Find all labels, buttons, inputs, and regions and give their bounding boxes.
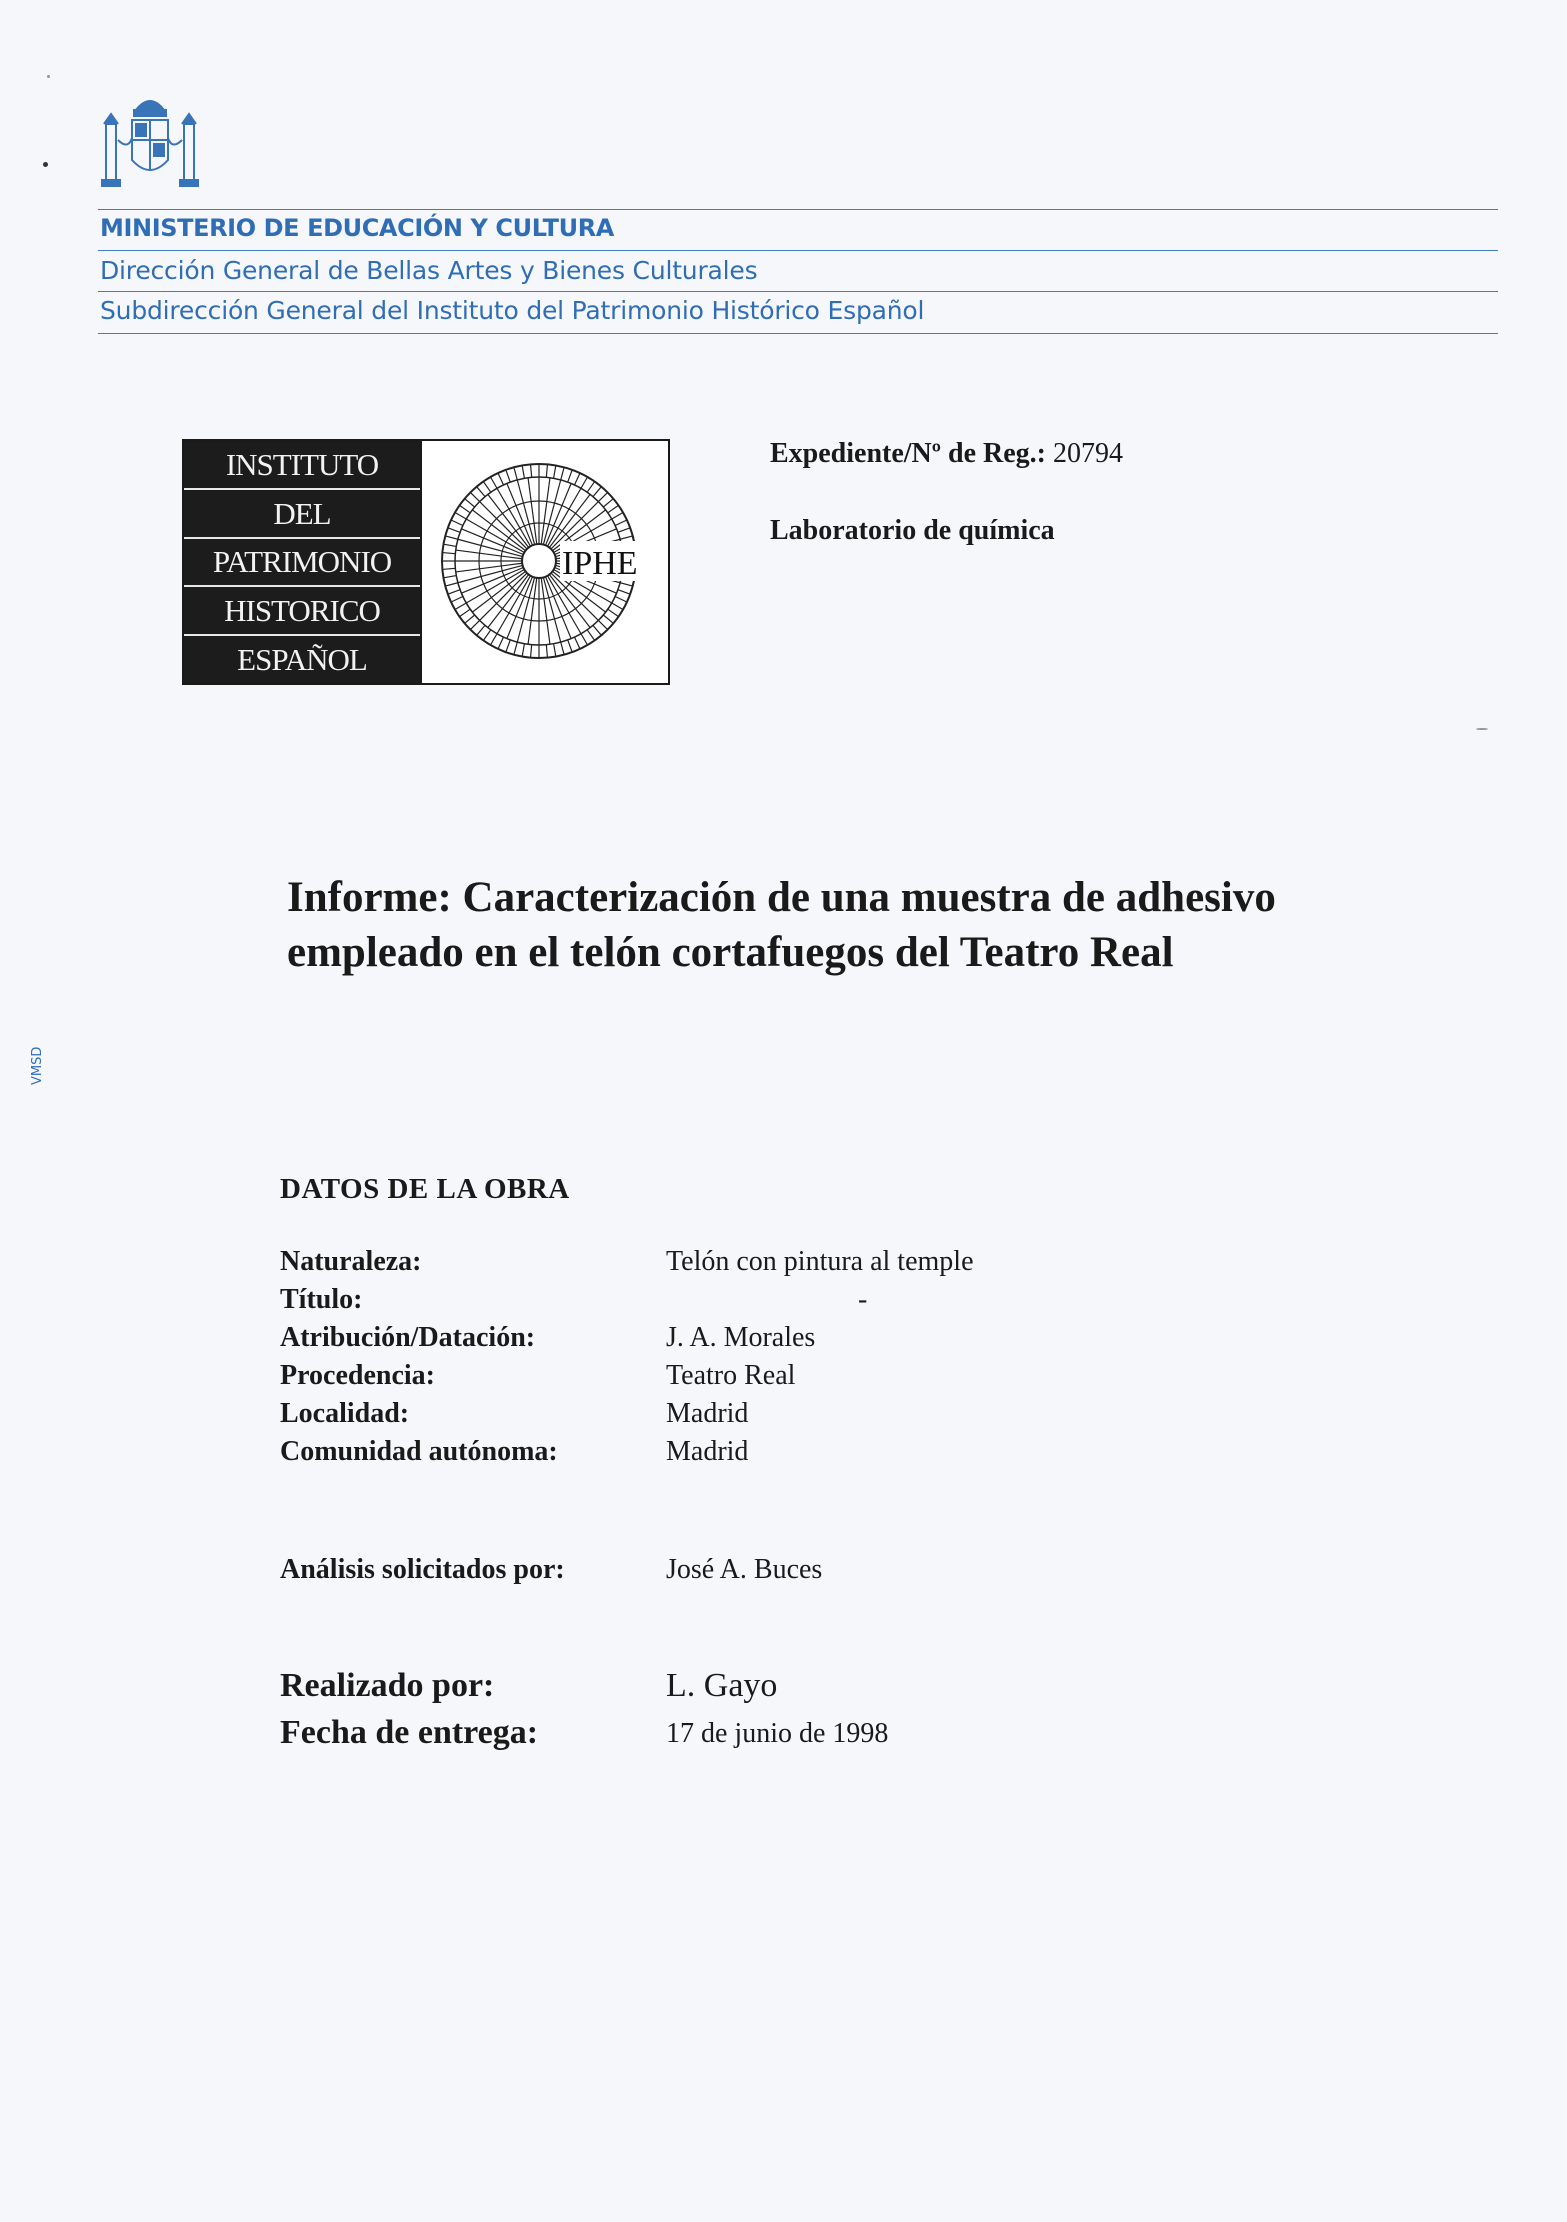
rosette-tick: [612, 513, 623, 520]
rosette-tick: [598, 620, 607, 629]
rosette-spoke: [480, 573, 527, 620]
field-value: -: [858, 1284, 868, 1315]
rosette-tick: [587, 482, 594, 493]
direction-name: Dirección General de Bellas Artes y Bienes Culturales: [100, 256, 758, 285]
record-line: [770, 438, 1123, 470]
rosette-tick: [498, 473, 503, 485]
rosette-tick: [442, 553, 455, 554]
logo-name-block: [184, 441, 420, 683]
rosette-tick: [554, 644, 556, 657]
rosette-tick: [470, 492, 479, 501]
rosette-tick: [561, 642, 564, 655]
rosette-tick: [491, 477, 498, 488]
rosette-tick: [442, 568, 455, 569]
rosette-tick: [608, 505, 619, 512]
header-rule: [98, 209, 1498, 210]
logo-mark: IPHE: [562, 545, 638, 582]
field-label: Procedencia:: [280, 1360, 435, 1391]
scan-speck: [1476, 728, 1488, 730]
rosette-tick: [593, 625, 601, 635]
rosette-tick: [448, 528, 460, 532]
delivery-value: 17 de junio de 1998: [666, 1718, 889, 1749]
rosette-tick: [445, 536, 458, 539]
field-label: Localidad:: [280, 1398, 410, 1429]
rosette-spoke: [548, 576, 582, 634]
record-label: Expediente/Nº de Reg.:: [770, 438, 1046, 469]
report-title: Informe: Caracterización de una muestra de adhesivo empleado en el telón cortafuegos del Teatro Real: [287, 874, 1276, 976]
logo-line: PATRIMONIO: [184, 539, 420, 588]
header-rule: [98, 291, 1498, 292]
coat-of-arms-icon: [98, 90, 202, 195]
rosette-spoke: [548, 488, 582, 546]
requested-label: Análisis solicitados por:: [280, 1554, 565, 1585]
rosette-tick: [581, 477, 588, 488]
rosette-tick: [620, 583, 633, 586]
rosette-icon: [422, 441, 668, 679]
rosette-tick: [608, 609, 619, 616]
rosette-tick: [554, 465, 556, 478]
rosette-tick: [618, 528, 630, 532]
rosette-spoke: [466, 570, 524, 604]
rosette-spoke: [466, 519, 524, 553]
field-label: Atribución/Datación:: [280, 1322, 536, 1353]
subdirection-name: Subdirección General del Instituto del Patrimonio Histórico Español: [100, 296, 925, 325]
rosette-tick: [522, 465, 524, 478]
rosette-tick: [470, 620, 479, 629]
rosette-tick: [443, 576, 456, 578]
rosette-tick: [546, 464, 547, 477]
rosette-tick: [618, 590, 630, 594]
header-rule: [98, 333, 1498, 334]
rosette-tick: [451, 596, 463, 601]
rosette-tick: [603, 499, 613, 507]
rosette-tick: [460, 505, 471, 512]
iphe-logo: [182, 439, 670, 685]
section-heading: DATOS DE LA OBRA: [280, 1173, 570, 1205]
field-value: Telón con pintura al temple: [666, 1246, 974, 1277]
rosette-tick: [448, 590, 460, 594]
rosette-tick: [615, 596, 627, 601]
rosette-tick: [615, 520, 627, 525]
rosette-tick: [506, 470, 510, 482]
scan-speck: [47, 75, 50, 78]
rosette-tick: [603, 615, 613, 623]
rosette-tick: [620, 536, 633, 539]
rosette-tick: [465, 499, 475, 507]
rosette-tick: [451, 520, 463, 525]
logo-line: HISTORICO: [184, 587, 420, 636]
rosette-tick: [491, 634, 498, 645]
logo-emblem: [420, 441, 668, 683]
rosette-tick: [455, 513, 466, 520]
field-value: J. A. Morales: [666, 1322, 816, 1353]
performed-value: L. Gayo: [666, 1667, 778, 1704]
performed-label: Realizado por:: [280, 1667, 495, 1704]
field-label: Comunidad autónoma:: [280, 1436, 558, 1467]
logo-line: ESPAÑOL: [237, 642, 367, 678]
delivery-label: Fecha de entrega:: [280, 1714, 539, 1751]
rosette-tick: [445, 583, 458, 586]
rosette-spoke: [497, 576, 531, 634]
rosette-spoke: [480, 502, 527, 549]
rosette-tick: [514, 467, 517, 480]
rosette-tick: [561, 467, 564, 480]
rosette-tick: [574, 473, 579, 485]
rosette-tick: [455, 603, 466, 610]
rosette-tick: [531, 645, 532, 658]
rosette-tick: [587, 630, 594, 641]
rosette-tick: [531, 464, 532, 477]
field-value: Madrid: [666, 1398, 749, 1429]
rosette-tick: [574, 637, 579, 649]
field-label: Título:: [280, 1284, 363, 1315]
field-label: Naturaleza:: [280, 1246, 422, 1277]
ministry-name: MINISTERIO DE EDUCACIÓN Y CULTURA: [100, 214, 614, 242]
requested-value: José A. Buces: [666, 1554, 823, 1585]
rosette-tick: [498, 637, 503, 649]
rosette-tick: [522, 644, 524, 657]
rosette-tick: [465, 615, 475, 623]
side-mark: VMSD: [30, 1046, 45, 1085]
rosette-tick: [483, 482, 490, 493]
logo-line: DEL: [184, 490, 420, 539]
rosette-tick: [581, 634, 588, 645]
rosette-tick: [568, 640, 572, 652]
record-number: 20794: [1053, 438, 1123, 469]
rosette-tick: [546, 645, 547, 658]
rosette-tick: [514, 642, 517, 655]
rosette-tick: [598, 492, 607, 501]
rosette-tick: [477, 625, 485, 635]
rosette-tick: [612, 603, 623, 610]
rosette-tick: [460, 609, 471, 616]
rosette-tick: [568, 470, 572, 482]
field-value: Madrid: [666, 1436, 749, 1467]
rosette-tick: [443, 544, 456, 546]
header-rule: [98, 250, 1498, 251]
field-value: Teatro Real: [666, 1360, 796, 1391]
rosette-tick: [593, 487, 601, 497]
laboratory-name: Laboratorio de química: [770, 515, 1055, 546]
scan-speck: [43, 162, 48, 167]
rosette-tick: [506, 640, 510, 652]
rosette-tick: [477, 487, 485, 497]
rosette-spoke: [497, 488, 531, 546]
logo-line: INSTITUTO: [184, 441, 420, 490]
rosette-tick: [483, 630, 490, 641]
